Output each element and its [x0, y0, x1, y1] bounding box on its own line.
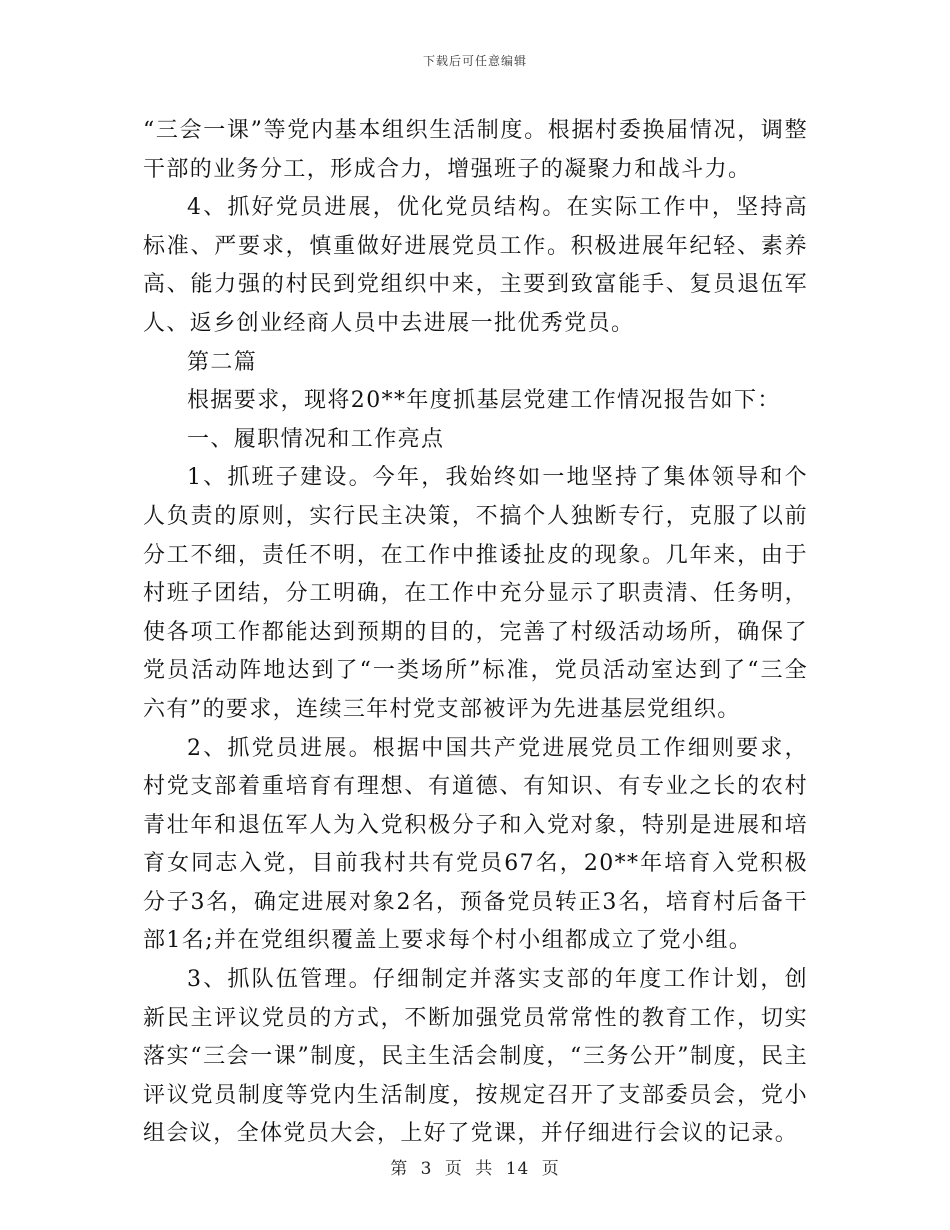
paragraph-report-intro: 根据要求，现将20**年度抓基层党建工作情况报告如下：: [187, 388, 781, 414]
paragraph-team-management: 3、抓队伍管理。仔细制定并落实支部的年度工作计划，创新民主评议党员的方式，不断加强党员常常性的教育工作，切实落实“三会一课”制度，民主生活会制度，“三务公开”制度，民主评议党员制度等党内生活制度，按规定召开了支部委员会，党小组会议，全体党员大会，上好了党课，并仔细进行会议的记录。: [143, 967, 808, 1147]
document-body: [143, 112, 808, 1154]
page-header: 下载后可任意编辑: [422, 54, 527, 68]
page-number-footer: 第 3 页 共 14 页: [390, 1159, 560, 1179]
paragraph-party-member-development: 4、抓好党员进展，优化党员结构。在实际工作中，坚持高标准、严要求，慎重做好进展党员工作。积极进展年纪轻、素养高、能力强的村民到党组织中来，主要到致富能手、复员退伍军人、返乡创业经商人员中去进展一批优秀党员。: [143, 195, 808, 336]
section-heading-duties: 一、履职情况和工作亮点: [187, 426, 445, 452]
paragraph-team-building: 1、抓班子建设。今年，我始终如一地坚持了集体领导和个人负责的原则，实行民主决策，不搞个人独断专行，克服了以前分工不细，责任不明，在工作中推诿扯皮的现象。几年来，由于村班子团结，分工明确，在工作中充分显示了职责清、任务明，使各项工作都能达到预期的目的，完善了村级活动场所，确保了党员活动阵地达到了“一类场所”标准，党员活动室达到了“三全六有”的要求，连续三年村党支部被评为先进基层党组织。: [143, 465, 808, 722]
section-heading-second: 第二篇: [187, 349, 258, 375]
paragraph-continuation: “三会一课”等党内基本组织生活制度。根据村委换届情况，调整干部的业务分工，形成合力，增强班子的凝聚力和战斗力。: [143, 118, 808, 182]
paragraph-member-development: 2、抓党员进展。根据中国共产党进展党员工作细则要求，村党支部着重培育有理想、有道德、有知识、有专业之长的农村青壮年和退伍军人为入党积极分子和入党对象，特别是进展和培育女同志入党，目前我村共有党员67名，20**年培育入党积极分子3名，确定进展对象2名，预备党员转正3名，培育村后备干部1名;并在党组织覆盖上要求每个村小组都成立了党小组。: [143, 735, 808, 954]
